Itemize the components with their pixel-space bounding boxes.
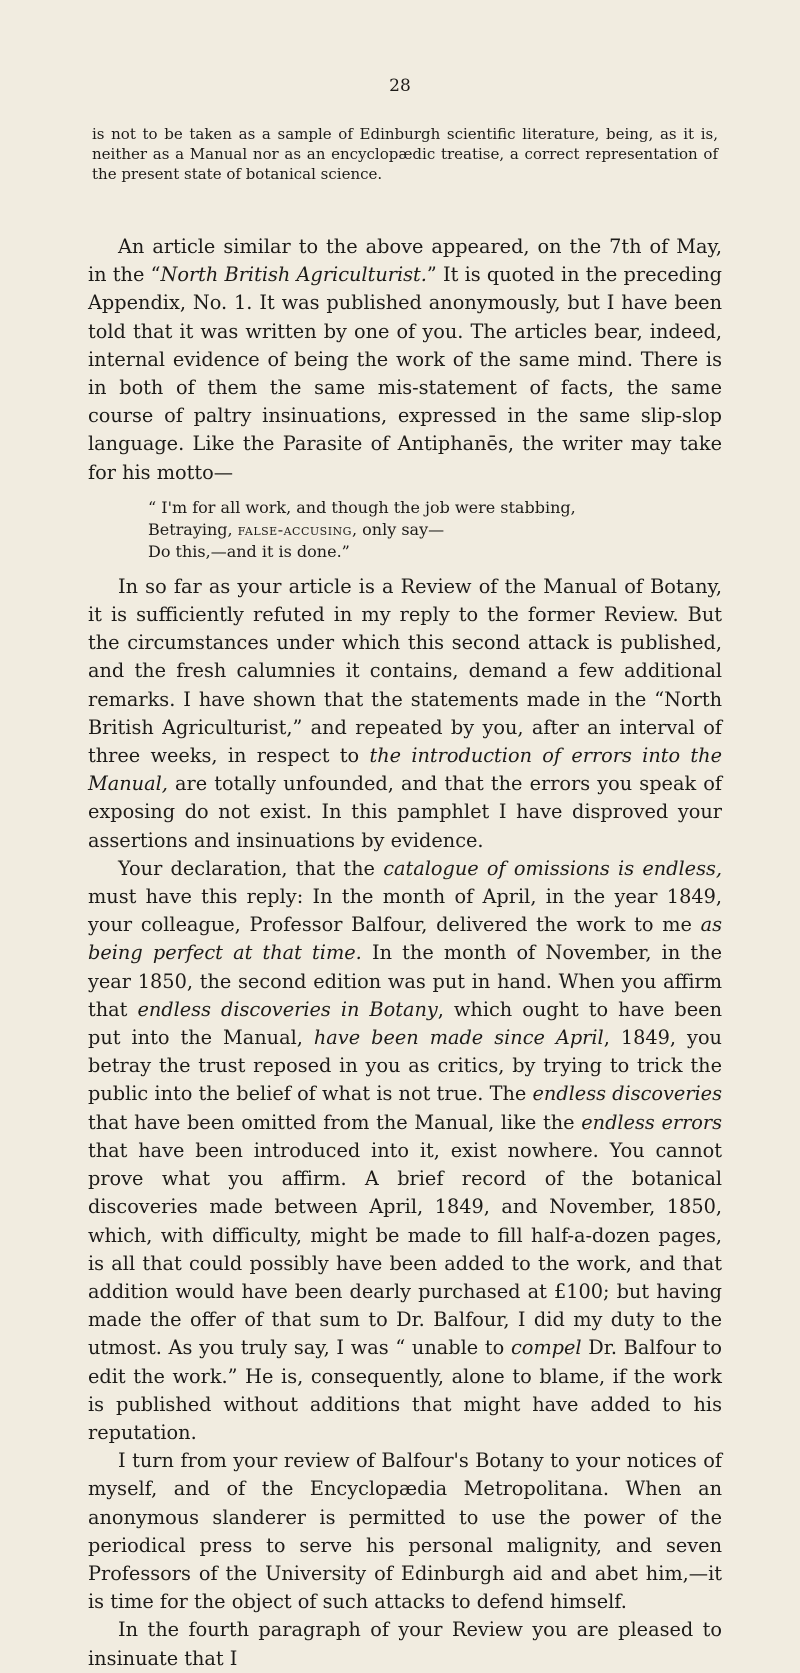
verse-line-2: Betraying, false-accusing, only say— <box>148 519 445 539</box>
body-text <box>88 233 722 1673</box>
paragraph-3: Your declaration, that the catalogue of omissions is endless, must have this reply: In the month of April, in the year 1849, your colleague, Professor Balfour, delivered the work to me as being perfect at that time. In the month of November, in the year 1850, the second edition was put in hand. When you affirm that endless discoveries in Botany, which ought to have been put into the Manual, have been made since April, 1849, you betray the trust reposed in you as critics, by trying to trick the public into the belief of what is not true. The endless discoveries that have been omitted from the Manual, like the endless errors that have been introduced into it, exist nowhere. You cannot prove what you affirm. A brief record of the botanical discoveries made between April, 1849, and November, 1850, which, with difficulty, might be made to fill half-a-dozen pages, is all that could possibly have been added to the work, and that addition would have been dearly purchased at £100; but having made the offer of that sum to Dr. Balfour, I did my duty to the utmost. As you truly say, I was “ unable to compel Dr. Balfour to edit the work.” He is, consequently, alone to blame, if the work is published without additions that might have added to his reputation. <box>88 856 723 1444</box>
paragraph-5: In the fourth paragraph of your Review you are pleased to insinuate that I <box>88 1618 722 1670</box>
verse-quote <box>148 497 722 563</box>
verse-line-1: “ I'm for all work, and though the job were stabbing, <box>148 497 576 517</box>
lead-paragraph: is not to be taken as a sample of Edinburgh scientific literature, being, as it is, neither as a Manual nor as an encyclopædic treatise, a correct representation of the present state of botanical science. <box>92 125 718 183</box>
page-number: 28 <box>389 76 411 96</box>
paragraph-2: In so far as your article is a Review of the Manual of Botany, it is sufficiently refuted in my reply to the former Review. But the circumstances under which this second attack is published, and the fresh calumnies it contains, demand a few additional remarks. I have shown that the statements made in the “North British Agriculturist,” and repeated by you, after an interval of three weeks, in respect to the introduction of errors into the Manual, are totally unfounded, and that the errors you speak of exposing do not exist. In this pamphlet I have disproved your assertions and insinuations by evidence. <box>88 574 722 852</box>
verse-line-3: Do this,—and it is done.” <box>148 541 350 561</box>
paragraph-4: I turn from your review of Balfour's Botany to your notices of myself, and of the Encyclopædia Metropolitana. When an anonymous slanderer is permitted to use the power of the periodical press to serve his personal malignity, and seven Professors of the University of Edinburgh aid and abet him,—it is time for the object of such attacks to defend himself. <box>88 1449 722 1614</box>
paragraph-1: An article similar to the above appeared, on the 7th of May, in the “North British Agriculturist.” It is quoted in the preceding Appendix, No. 1. It was published anonymously, but I have been told that it was written by one of you. The articles bear, indeed, internal evidence of being the work of the same mind. There is in both of them the same mis-statement of facts, the same course of paltry insinuations, expressed in the same slip-slop language. Like the Parasite of Antiphanēs, the writer may take for his motto— <box>88 235 723 484</box>
